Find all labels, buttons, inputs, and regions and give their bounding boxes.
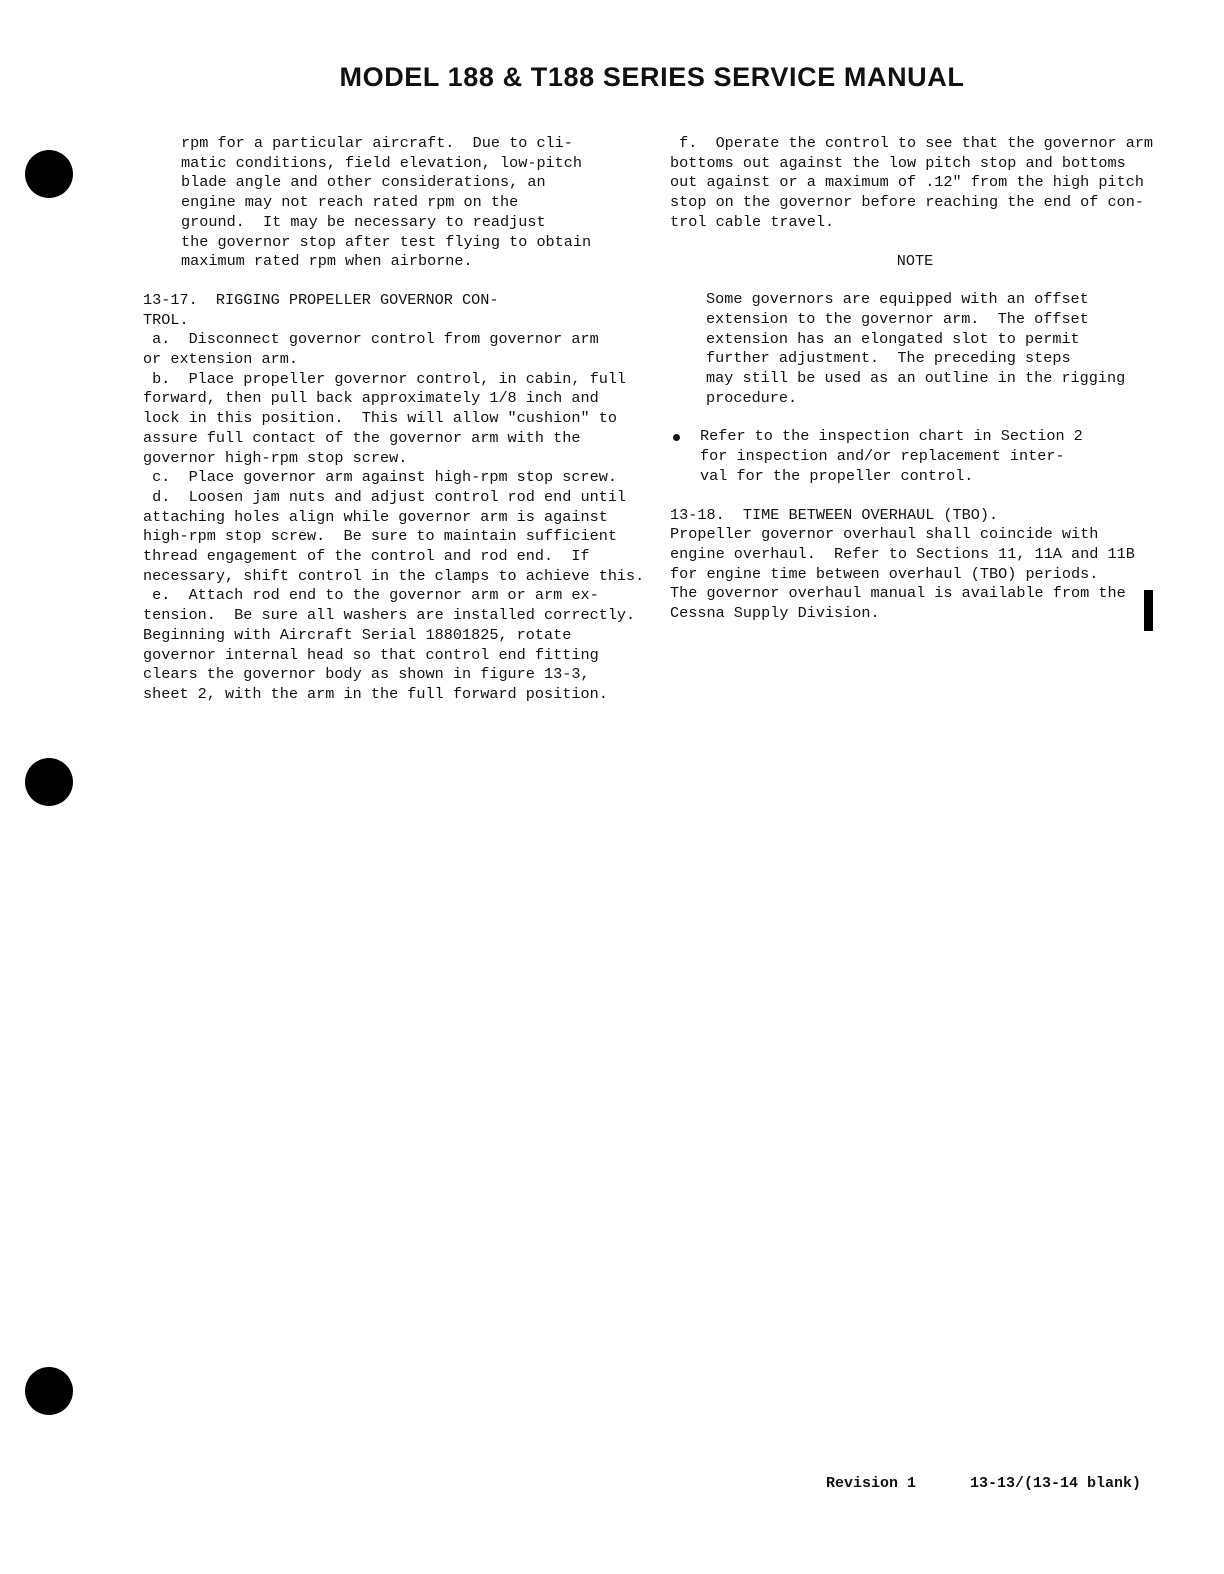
page-title: MODEL 188 & T188 SERIES SERVICE MANUAL bbox=[339, 62, 965, 92]
tbo-section bbox=[670, 506, 1160, 624]
text-line: blade angle and other considerations, an bbox=[181, 173, 546, 192]
text-line: e. Attach rod end to the governor arm or arm ex- bbox=[143, 586, 599, 605]
left-column bbox=[143, 134, 643, 705]
inspection-bullet bbox=[670, 427, 1160, 486]
binder-hole-bottom bbox=[25, 1367, 73, 1415]
text-line: rpm for a particular aircraft. Due to cli- bbox=[181, 134, 573, 152]
text-line: ground. It may be necessary to readjust bbox=[181, 212, 546, 231]
text-line: or extension arm. bbox=[143, 350, 298, 369]
text-line: thread engagement of the control and rod end. If bbox=[143, 547, 590, 566]
text-line: necessary, shift control in the clamps to achieve this. bbox=[143, 566, 645, 585]
text-line: for engine time between overhaul (TBO) periods. bbox=[670, 564, 1099, 583]
text-line: stop on the governor before reaching the end of con- bbox=[670, 193, 1144, 212]
text-line: The governor overhaul manual is available from the bbox=[670, 584, 1126, 603]
section-heading: 13-17. RIGGING PROPELLER GOVERNOR CON- bbox=[143, 290, 499, 309]
text-line: Some governors are equipped with an offset bbox=[706, 290, 1089, 309]
text-line: trol cable travel. bbox=[670, 212, 835, 231]
text-line: governor high-rpm stop screw. bbox=[143, 448, 408, 467]
section-heading: 13-18. TIME BETWEEN OVERHAUL (TBO). bbox=[670, 505, 999, 524]
text-line: assure full contact of the governor arm with the bbox=[143, 428, 581, 447]
text-line: bottoms out against the low pitch stop and bottoms bbox=[670, 153, 1126, 172]
text-line: extension to the governor arm. The offset bbox=[706, 309, 1089, 328]
bullet-icon bbox=[673, 434, 680, 441]
text-line: out against or a maximum of .12" from the high pitch bbox=[670, 173, 1144, 192]
text-line: Beginning with Aircraft Serial 18801825, rotate bbox=[143, 625, 572, 644]
text-line: b. Place propeller governor control, in cabin, full bbox=[143, 369, 627, 388]
binder-hole-top bbox=[25, 150, 73, 198]
text-line: matic conditions, field elevation, low-pitch bbox=[181, 153, 583, 172]
text-line: d. Loosen jam nuts and adjust control rod end until bbox=[143, 487, 627, 506]
text-line: the governor stop after test flying to obtain bbox=[181, 232, 592, 251]
revision-change-bar bbox=[1144, 590, 1153, 631]
step-f-paragraph bbox=[670, 134, 1160, 233]
text-line: val for the propeller control. bbox=[700, 466, 974, 485]
note-body bbox=[670, 290, 1160, 408]
text-line: f. Operate the control to see that the governor arm bbox=[670, 134, 1154, 152]
note-heading: NOTE bbox=[896, 251, 934, 270]
binder-hole-middle bbox=[25, 758, 73, 806]
text-line: sheet 2, with the arm in the full forward position. bbox=[143, 684, 608, 703]
text-line: tension. Be sure all washers are installed correctly. bbox=[143, 606, 636, 625]
intro-paragraph bbox=[143, 134, 643, 272]
text-line: engine overhaul. Refer to Sections 11, 11A and 11B bbox=[670, 544, 1135, 563]
text-line: governor internal head so that control end fitting bbox=[143, 645, 599, 664]
text-line: c. Place governor arm against high-rpm stop screw. bbox=[143, 468, 617, 487]
text-line: may still be used as an outline in the rigging bbox=[706, 369, 1126, 388]
text-line: clears the governor body as shown in figure 13-3, bbox=[143, 665, 590, 684]
text-line: high-rpm stop screw. Be sure to maintain sufficient bbox=[143, 527, 617, 546]
rigging-section bbox=[143, 291, 643, 705]
text-line: Refer to the inspection chart in Section 2 bbox=[700, 427, 1083, 446]
text-line: Propeller governor overhaul shall coincide with bbox=[670, 525, 1099, 544]
section-heading: TROL. bbox=[143, 310, 189, 329]
page-number: 13-13/(13-14 blank) bbox=[970, 1475, 1142, 1492]
text-line: forward, then pull back approximately 1/8 inch and bbox=[143, 389, 599, 408]
text-line: maximum rated rpm when airborne. bbox=[181, 252, 473, 271]
text-line: a. Disconnect governor control from governor arm bbox=[143, 330, 599, 349]
text-line: for inspection and/or replacement inter- bbox=[700, 447, 1065, 466]
text-line: further adjustment. The preceding steps bbox=[706, 349, 1071, 368]
text-line: extension has an elongated slot to permit bbox=[706, 329, 1080, 348]
revision-label: Revision 1 bbox=[826, 1475, 917, 1492]
text-line: lock in this position. This will allow "cushion" to bbox=[143, 409, 617, 428]
text-line: attaching holes align while governor arm is against bbox=[143, 507, 608, 526]
text-line: Cessna Supply Division. bbox=[670, 604, 880, 623]
text-line: procedure. bbox=[706, 388, 798, 407]
text-line: engine may not reach rated rpm on the bbox=[181, 193, 519, 212]
right-column bbox=[670, 134, 1160, 624]
